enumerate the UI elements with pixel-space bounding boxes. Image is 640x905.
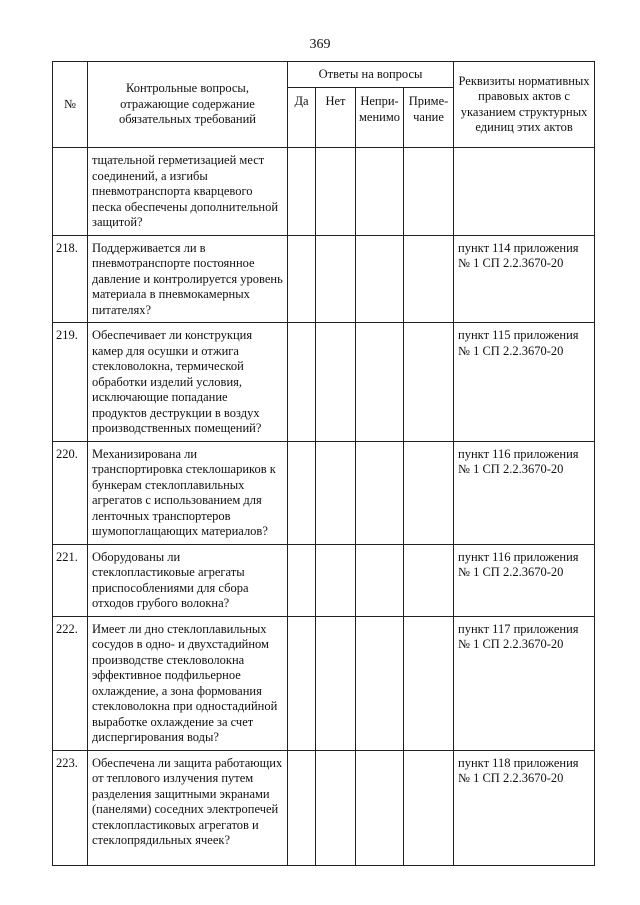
header-answers-group: Ответы на вопросы [288,62,454,88]
header-no: Нет [316,88,356,148]
row-requisites: пункт 117 приложения № 1 СП 2.2.3670-20 [454,616,595,750]
answer-no-cell [316,323,356,442]
answer-yes-cell [288,148,316,236]
header-na: Непри-менимо [356,88,404,148]
row-requisites: пункт 116 приложения № 1 СП 2.2.3670-20 [454,544,595,616]
answer-yes-cell [288,323,316,442]
answer-yes-cell [288,750,316,865]
answer-note-cell [404,441,454,544]
row-question: Имеет ли дно стеклоплавильных сосудов в одно- и двухстадийном производстве стекловолокна эффективное подфильерное охлаждение, а зона формования стекловолокна при одностадийной выработке охлаждение за счет диспергирования воды? [88,616,288,750]
row-number: 223. [53,750,88,865]
header-requisites: Реквизиты нормативных правовых актов с указанием структурных единиц этих актов [454,62,595,148]
answer-no-cell [316,441,356,544]
header-note: Приме-чание [404,88,454,148]
table-row [53,441,595,544]
answer-yes-cell [288,235,316,323]
page-number: 369 [309,37,331,52]
answer-no-cell [316,616,356,750]
table-row [53,235,595,323]
answer-no-cell [316,148,356,236]
row-number [53,148,88,236]
table-row [53,323,595,442]
row-number: 218. [53,235,88,323]
answer-note-cell [404,323,454,442]
answer-no-cell [316,750,356,865]
row-number: 220. [53,441,88,544]
answer-na-cell [356,323,404,442]
table-row [53,544,595,616]
row-question: тщательной герметизацией мест соединений, а изгибы пневмотранспорта кварцевого песка обеспечены дополнительной защитой? [88,148,288,236]
answer-note-cell [404,750,454,865]
answer-yes-cell [288,616,316,750]
answer-na-cell [356,148,404,236]
row-number: 219. [53,323,88,442]
answer-note-cell [404,235,454,323]
answer-na-cell [356,441,404,544]
header-question: Контрольные вопросы, отражающие содержание обязательных требований [88,62,288,148]
checklist-table [52,61,595,866]
row-question: Оборудованы ли стеклопластиковые агрегаты приспособлениями для сбора отходов грубого волокна? [88,544,288,616]
answer-no-cell [316,235,356,323]
row-requisites: пункт 118 приложения № 1 СП 2.2.3670-20 [454,750,595,865]
row-question: Обеспечивает ли конструкция камер для осушки и отжига стекловолокна, термической обработки изделий условия, исключающие попадание продуктов деструкции в воздух производственных помещений? [88,323,288,442]
answer-yes-cell [288,544,316,616]
answer-note-cell [404,544,454,616]
row-requisites: пункт 115 приложения № 1 СП 2.2.3670-20 [454,323,595,442]
answer-na-cell [356,616,404,750]
header-yes: Да [288,88,316,148]
answer-yes-cell [288,441,316,544]
row-requisites [454,148,595,236]
answer-no-cell [316,544,356,616]
row-question: Механизирована ли транспортировка стеклошариков к бункерам стеклоплавильных агрегатов с использованием для ленточных транспортеров шумопоглащающих материалов? [88,441,288,544]
table-row [53,750,595,865]
row-question: Обеспечена ли защита работающих от теплового излучения путем разделения защитными экранами (панелями) соседних электропечей стеклопластиковых агрегатов и стеклопрядильных ячеек? [88,750,288,865]
row-requisites: пункт 114 приложения № 1 СП 2.2.3670-20 [454,235,595,323]
row-question: Поддерживается ли в пневмотранспорте постоянное давление и контролируется уровень материала в пневмокамерных питателях? [88,235,288,323]
answer-note-cell [404,616,454,750]
table-row [53,148,595,236]
header-num: № [53,62,88,148]
row-number: 221. [53,544,88,616]
answer-na-cell [356,544,404,616]
table-row [53,616,595,750]
row-requisites: пункт 116 приложения № 1 СП 2.2.3670-20 [454,441,595,544]
row-number: 222. [53,616,88,750]
answer-na-cell [356,750,404,865]
answer-na-cell [356,235,404,323]
answer-note-cell [404,148,454,236]
